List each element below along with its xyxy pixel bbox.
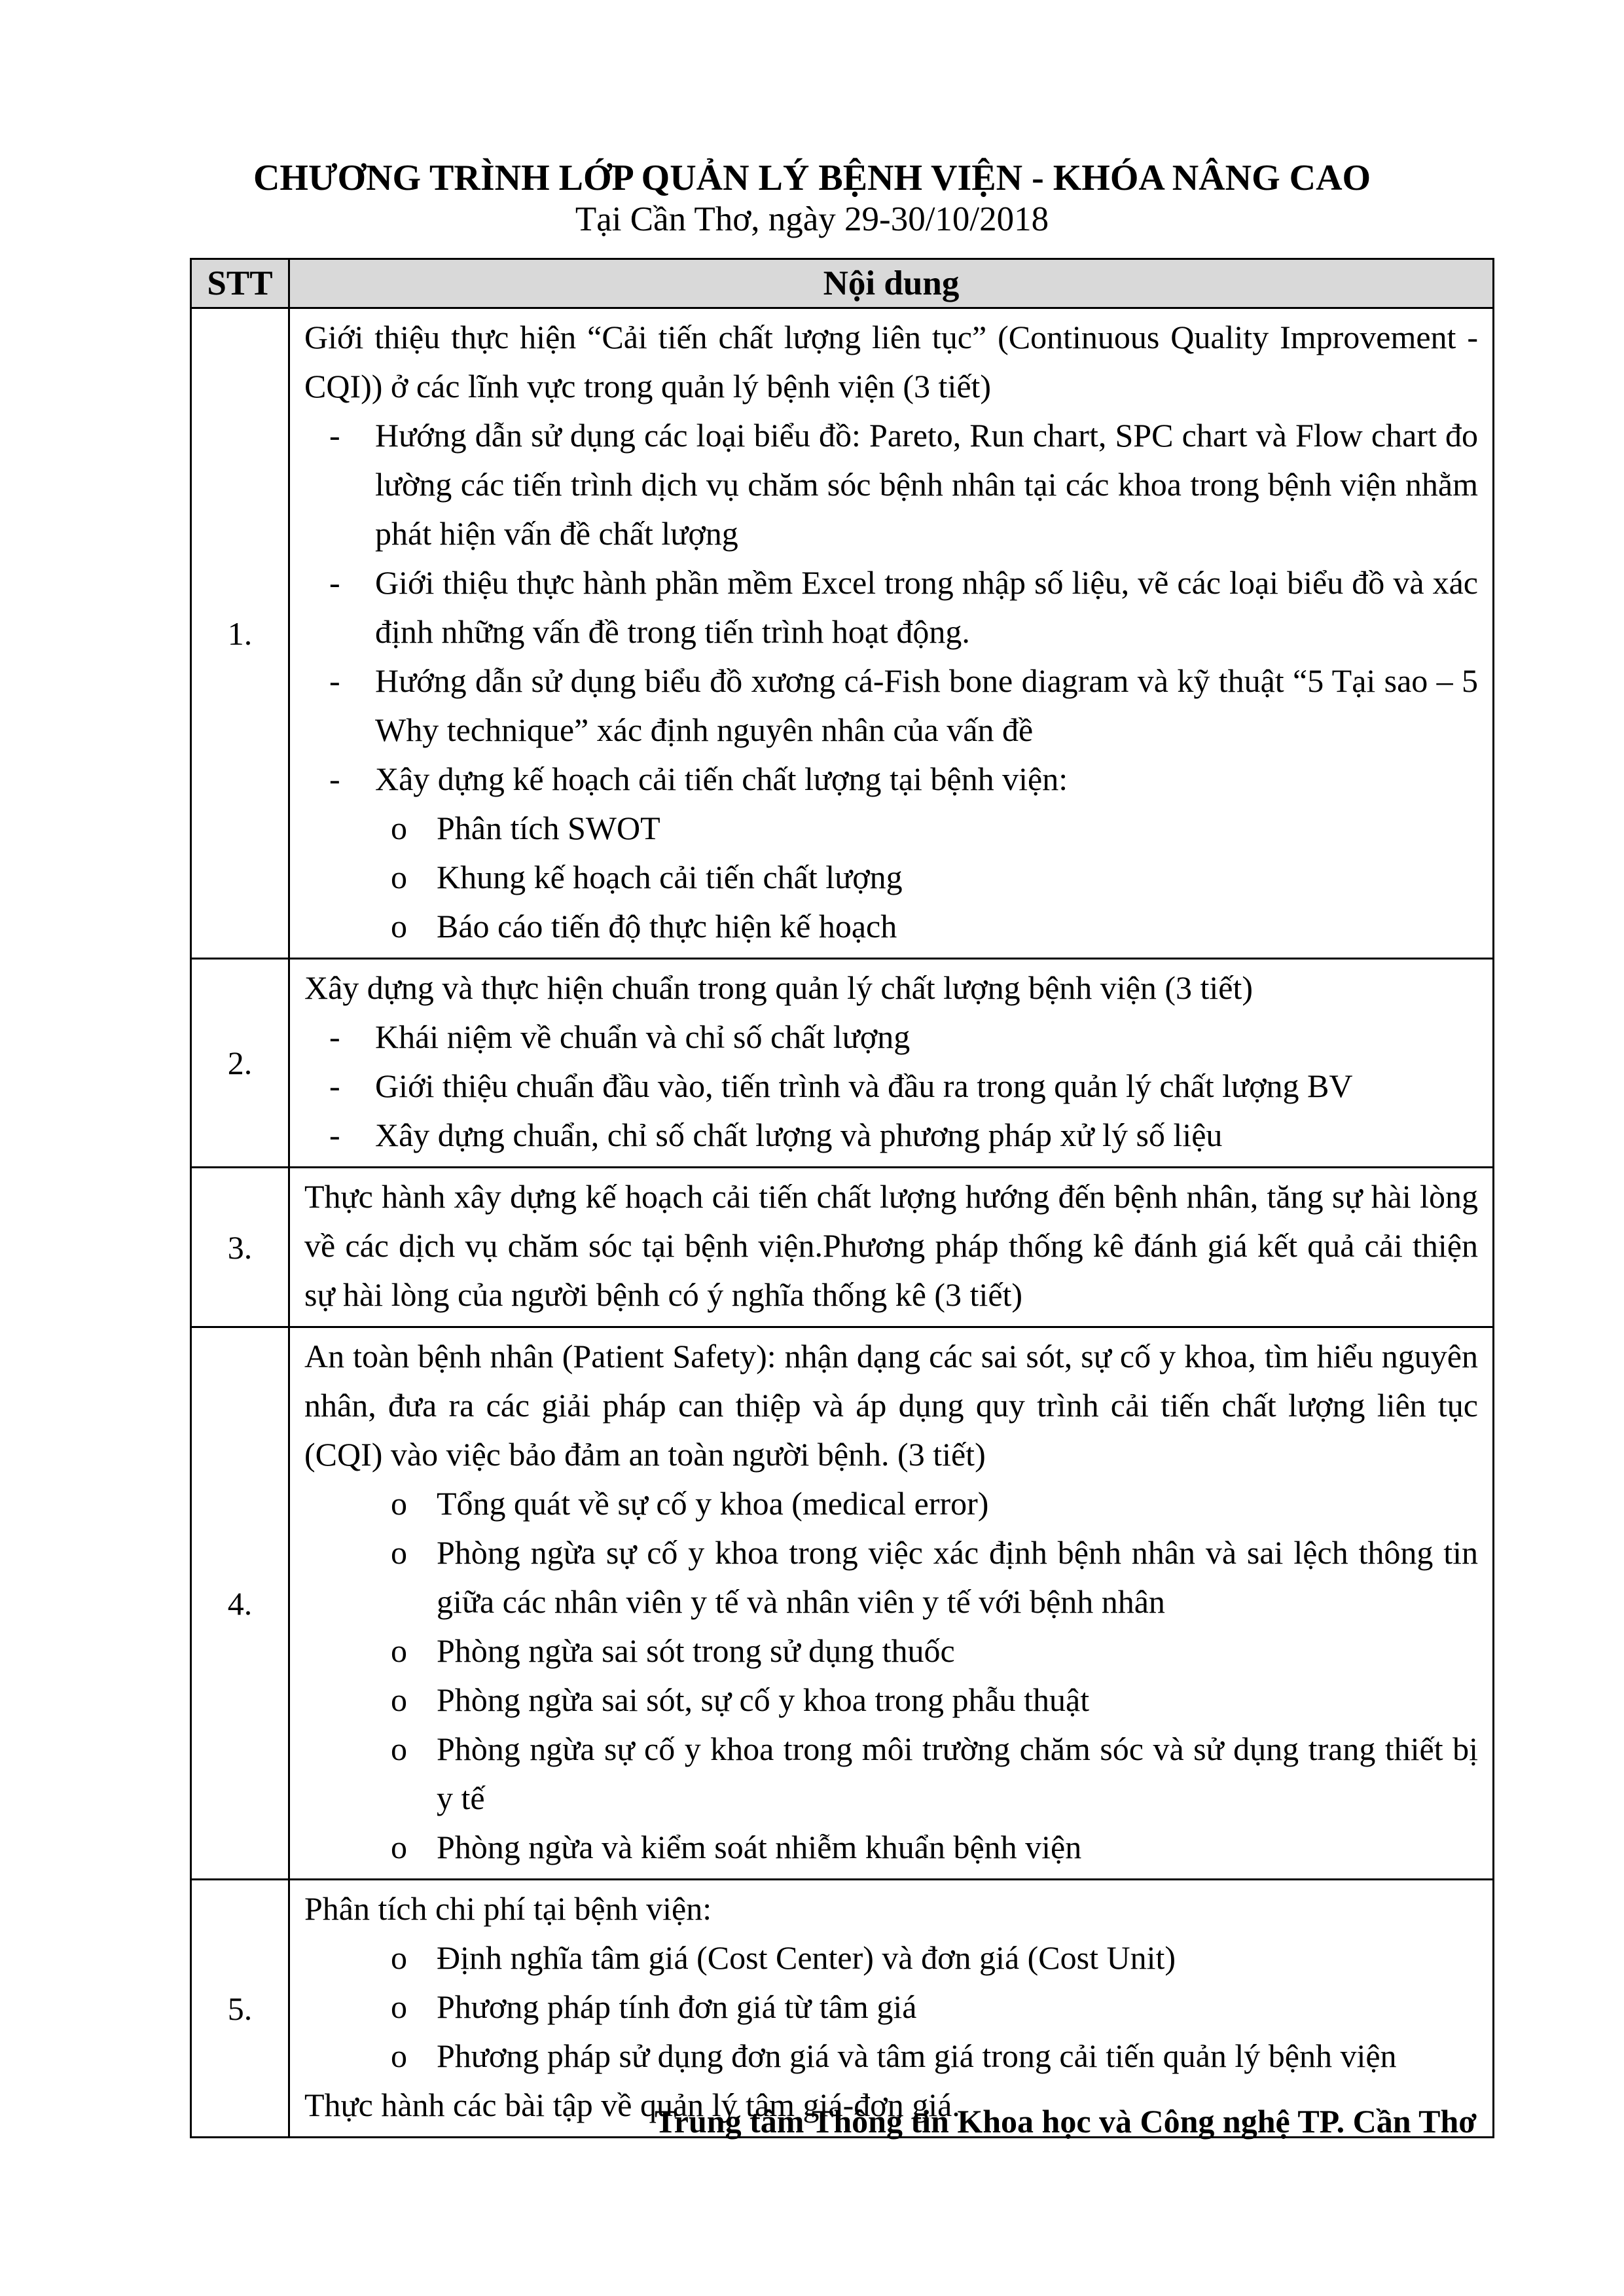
circle-item: o Phương pháp tính đơn giá từ tâm giá xyxy=(304,1982,1478,2032)
document-title: CHƯƠNG TRÌNH LỚP QUẢN LÝ BỆNH VIỆN - KHÓA NÂNG CAO xyxy=(253,158,1371,198)
dash-item: - Giới thiệu chuẩn đầu vào, tiến trình và đầu ra trong quản lý chất lượng BV xyxy=(304,1062,1478,1111)
row-intro: An toàn bệnh nhân (Patient Safety): nhận dạng các sai sót, sự cố y khoa, tìm hiểu nguyên nhân, đưa ra các giải pháp can thiệp và áp dụng quy trình cải tiến chất lượng liên tục (CQI) vào việc bảo đảm an toàn người bệnh. (3 tiết) xyxy=(304,1338,1478,1473)
circle-item: o Phân tích SWOT xyxy=(304,804,1478,853)
circle-item: o Phòng ngừa và kiểm soát nhiễm khuẩn bệnh viện xyxy=(304,1823,1478,1872)
program-table xyxy=(190,258,1494,2138)
dash-item: - Khái niệm về chuẩn và chỉ số chất lượng xyxy=(304,1013,1478,1062)
document-footer: Trung tâm Thông tin Khoa học và Công nghệ TP. Cần Thơ xyxy=(655,2103,1477,2140)
circle-item: o Phòng ngừa sai sót, sự cố y khoa trong phẫu thuật xyxy=(304,1676,1478,1725)
row-intro: Giới thiệu thực hiện “Cải tiến chất lượng liên tục” (Continuous Quality Improvement - CQI)) ở các lĩnh vực trong quản lý bệnh viện (3 tiết) xyxy=(304,319,1478,404)
circle-item: o Phòng ngừa sai sót trong sử dụng thuốc xyxy=(304,1626,1478,1676)
row-intro: Xây dựng và thực hiện chuẩn trong quản lý chất lượng bệnh viện (3 tiết) xyxy=(304,969,1254,1006)
row-content xyxy=(289,1327,1494,1880)
row-number: 5. xyxy=(191,1880,289,2138)
row-content xyxy=(289,1168,1494,1327)
row-intro: Thực hành xây dựng kế hoạch cải tiến chất lượng hướng đến bệnh nhân, tăng sự hài lòng về các dịch vụ chăm sóc tại bệnh viện.Phương pháp thống kê đánh giá kết quả cải thiện sự hài lòng của người bệnh có ý nghĩa thống kê (3 tiết) xyxy=(304,1178,1478,1313)
row-intro: Phân tích chi phí tại bệnh viện: xyxy=(304,1890,712,1927)
table-row xyxy=(191,959,1494,1168)
row-number: 3. xyxy=(191,1168,289,1327)
dash-item: - Xây dựng kế hoạch cải tiến chất lượng tại bệnh viện: xyxy=(304,755,1478,804)
circle-item: o Phòng ngừa sự cố y khoa trong môi trường chăm sóc và sử dụng trang thiết bị y tế xyxy=(304,1725,1478,1823)
row-content xyxy=(289,959,1494,1168)
row-number: 4. xyxy=(191,1327,289,1880)
row-content xyxy=(289,308,1494,959)
circle-item: o Báo cáo tiến độ thực hiện kế hoạch xyxy=(304,902,1478,951)
row-outro: Thực hành các bài tập về quản lý tâm giá-đơn giá. xyxy=(304,2087,960,2123)
dash-item: - Xây dựng chuẩn, chỉ số chất lượng và phương pháp xử lý số liệu xyxy=(304,1111,1478,1160)
circle-item: o Khung kế hoạch cải tiến chất lượng xyxy=(304,853,1478,902)
dash-item: - Hướng dẫn sử dụng các loại biểu đồ: Pareto, Run chart, SPC chart và Flow chart đo lường các tiến trình dịch vụ chăm sóc bệnh nhân tại các khoa trong bệnh viện nhằm phát hiện vấn đề chất lượng xyxy=(304,411,1478,558)
dash-item: - Hướng dẫn sử dụng biểu đồ xương cá-Fish bone diagram và kỹ thuật “5 Tại sao – 5 Why technique” xác định nguyên nhân của vấn đề xyxy=(304,656,1478,755)
row-number: 1. xyxy=(191,308,289,959)
circle-item: o Tổng quát về sự cố y khoa (medical error) xyxy=(304,1479,1478,1528)
table-row xyxy=(191,1168,1494,1327)
table-row xyxy=(191,308,1494,959)
dash-item: - Giới thiệu thực hành phần mềm Excel trong nhập số liệu, vẽ các loại biểu đồ và xác định những vấn đề trong tiến trình hoạt động. xyxy=(304,558,1478,656)
circle-item: o Định nghĩa tâm giá (Cost Center) và đơn giá (Cost Unit) xyxy=(304,1933,1478,1982)
table-row xyxy=(191,1327,1494,1880)
circle-item: o Phương pháp sử dụng đơn giá và tâm giá trong cải tiến quản lý bệnh viện xyxy=(304,2032,1478,2081)
document-subtitle: Tại Cần Thơ, ngày 29-30/10/2018 xyxy=(575,200,1049,238)
table-header-row xyxy=(191,259,1494,308)
header-stt: STT xyxy=(191,259,289,308)
circle-item: o Phòng ngừa sự cố y khoa trong việc xác định bệnh nhân và sai lệch thông tin giữa các nhân viên y tế và nhân viên y tế với bệnh nhân xyxy=(304,1528,1478,1626)
header-content: Nội dung xyxy=(289,259,1494,308)
row-number: 2. xyxy=(191,959,289,1168)
